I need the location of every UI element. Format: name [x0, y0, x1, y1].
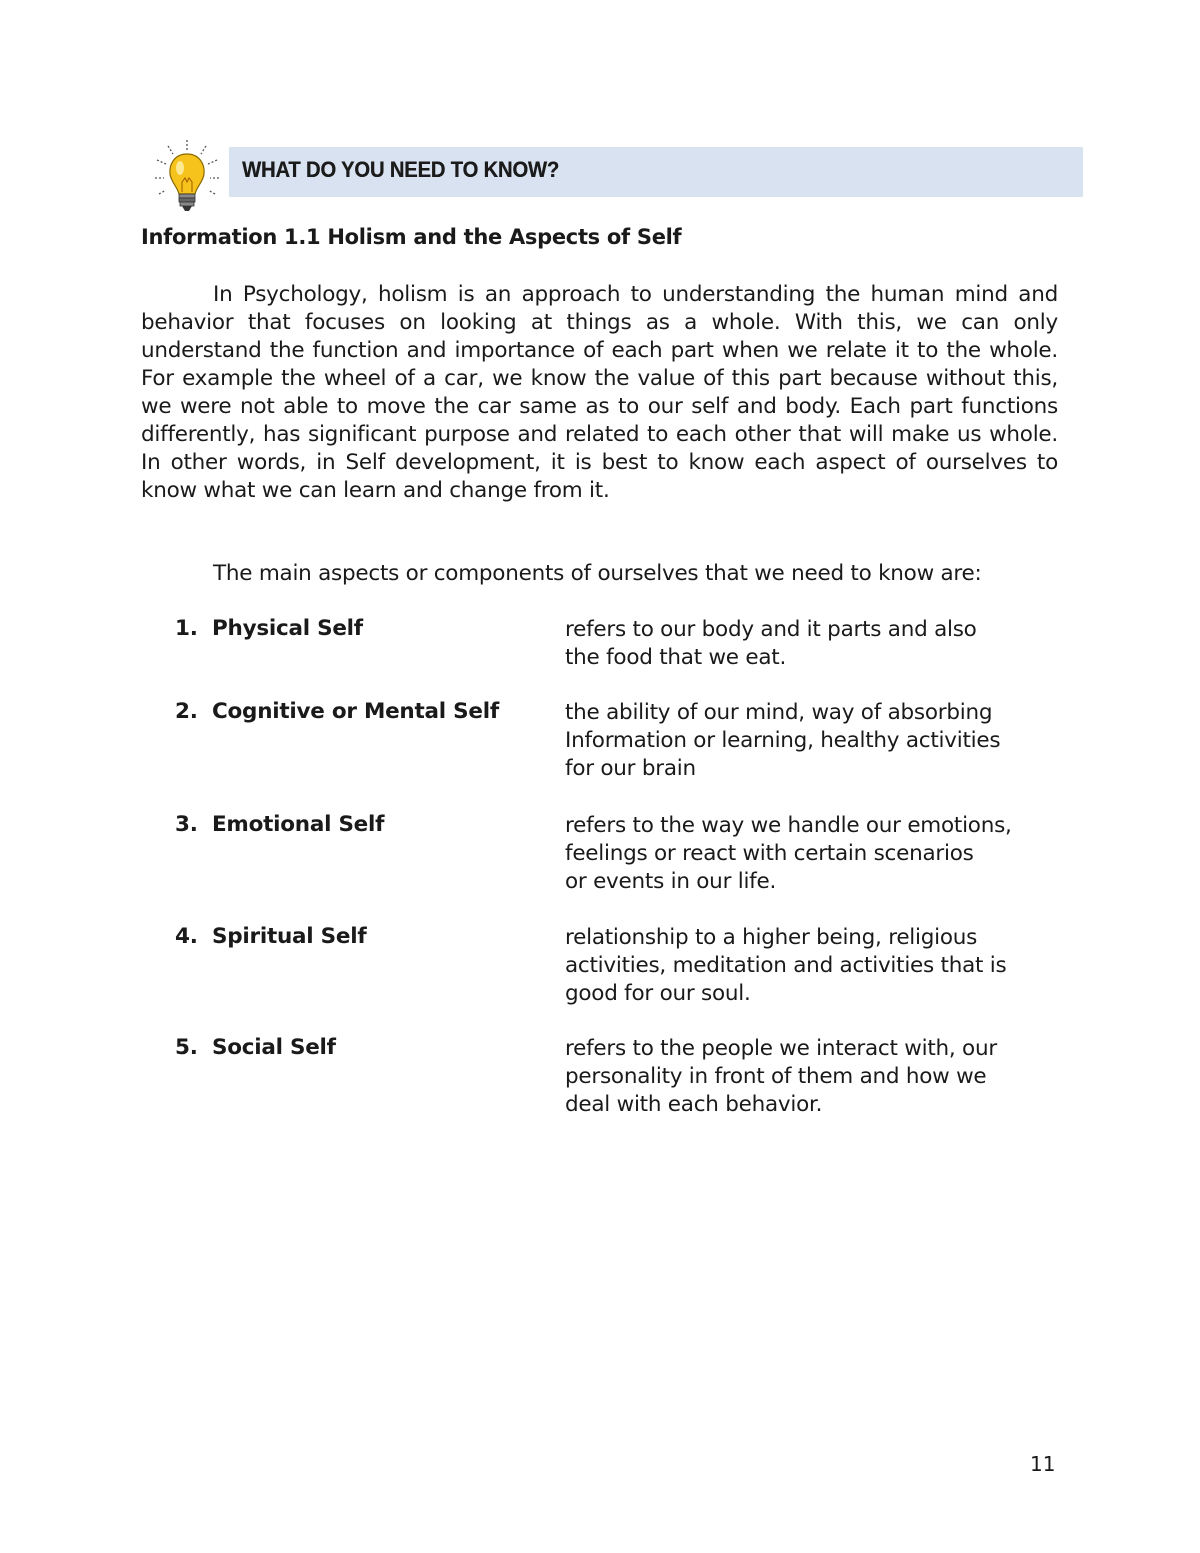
description-line: the food that we eat.: [565, 645, 787, 670]
description-line: refers to the people we interact with, our: [565, 1036, 997, 1061]
description-line: refers to the way we handle our emotions,: [565, 813, 1012, 838]
description-line: activities, meditation and activities that is: [565, 953, 1007, 978]
aspect-number: 3.: [175, 812, 198, 837]
aspect-number: 5.: [175, 1035, 198, 1060]
aspects-intro: The main aspects or components of ourselves that we need to know are:: [213, 561, 982, 586]
aspect-number: 4.: [175, 924, 198, 949]
body-paragraph: In Psychology, holism is an approach to understanding the human mind and behavior that focuses on looking at things as a whole. With this, we can only understand the function and importance of each part when we relate it to the whole. For example the wheel of a car, we know the value of this part because without this, we were not able to move the car same as to our self and body. Each part functions differently, has significant purpose and related to each other that will make us whole. In other words, in Self development, it is best to know each aspect of ourselves to know what we can learn and change from it.: [141, 282, 1058, 503]
description-line: for our brain: [565, 756, 696, 781]
description-line: relationship to a higher being, religious: [565, 925, 978, 950]
page-number: 11: [1030, 1452, 1056, 1476]
aspect-description: [565, 924, 1055, 1008]
aspect-number: 1.: [175, 616, 198, 641]
section-heading: Information 1.1 Holism and the Aspects of Self: [141, 225, 682, 249]
description-line: the ability of our mind, way of absorbing: [565, 700, 993, 725]
aspect-description: [565, 1035, 1055, 1119]
aspect-name: Emotional Self: [212, 812, 385, 837]
aspect-description: [565, 812, 1055, 896]
description-line: or events in our life.: [565, 869, 777, 894]
aspect-description: [565, 699, 1055, 783]
aspect-name: Social Self: [212, 1035, 336, 1060]
aspect-name: Spiritual Self: [212, 924, 367, 949]
description-line: Information or learning, healthy activities: [565, 728, 1001, 753]
description-line: feelings or react with certain scenarios: [565, 841, 974, 866]
banner-title: WHAT DO YOU NEED TO KNOW?: [242, 157, 559, 182]
aspect-number: 2.: [175, 699, 198, 724]
description-line: good for our soul.: [565, 981, 751, 1006]
description-line: deal with each behavior.: [565, 1092, 823, 1117]
aspect-name: Cognitive or Mental Self: [212, 699, 499, 724]
lightbulb-icon: [152, 138, 222, 218]
description-line: personality in front of them and how we: [565, 1064, 987, 1089]
aspect-name: Physical Self: [212, 616, 363, 641]
section-banner: [229, 147, 1083, 197]
description-line: refers to our body and it parts and also: [565, 617, 977, 642]
aspect-description: [565, 616, 1055, 672]
